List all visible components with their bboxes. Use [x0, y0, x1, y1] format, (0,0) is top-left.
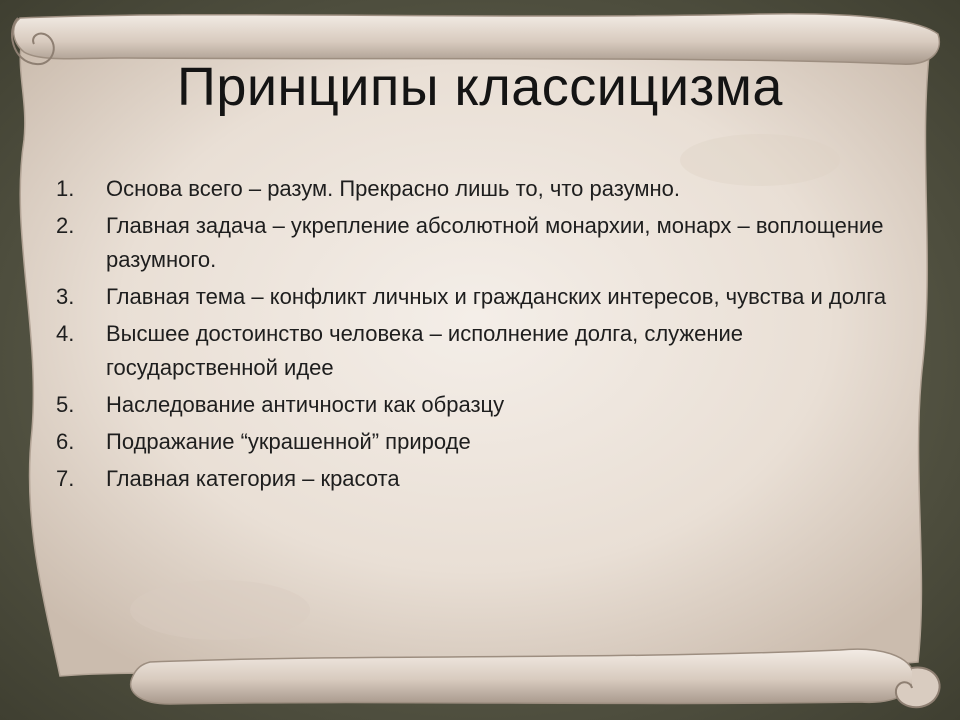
list-item-text: Основа всего – разум. Прекрасно лишь то, что разумно.	[106, 176, 680, 201]
list-item-number: 4.	[56, 321, 75, 346]
list-item	[56, 462, 906, 496]
list-item-text: Высшее достоинство человека – исполнение долга, служение государственной идее	[106, 321, 744, 380]
list-item	[56, 280, 906, 314]
list-item-text: Главная тема – конфликт личных и гражданских интересов, чувства и долга	[106, 284, 887, 309]
list-item	[56, 425, 906, 459]
list-item-number: 2.	[56, 213, 75, 238]
list-item-text: Главная задача – укрепление абсолютной монархии, монарх – воплощение разумного.	[106, 213, 884, 272]
list-item-number: 1.	[56, 176, 75, 201]
list-item-text: Подражание “украшенной” природе	[106, 429, 471, 454]
principles-list	[56, 172, 906, 499]
list-item	[56, 172, 906, 206]
slide-title: Принципы классицизма	[177, 57, 783, 117]
list-item-number: 3.	[56, 284, 75, 309]
list-item-number: 7.	[56, 466, 75, 491]
list-item-text: Наследование античности как образцу	[106, 392, 505, 417]
list-item	[56, 209, 906, 277]
list-item-text: Главная категория – красота	[106, 466, 400, 491]
list-item	[56, 388, 906, 422]
list-item-number: 5.	[56, 392, 75, 417]
list-item	[56, 317, 906, 385]
list-item-number: 6.	[56, 429, 75, 454]
